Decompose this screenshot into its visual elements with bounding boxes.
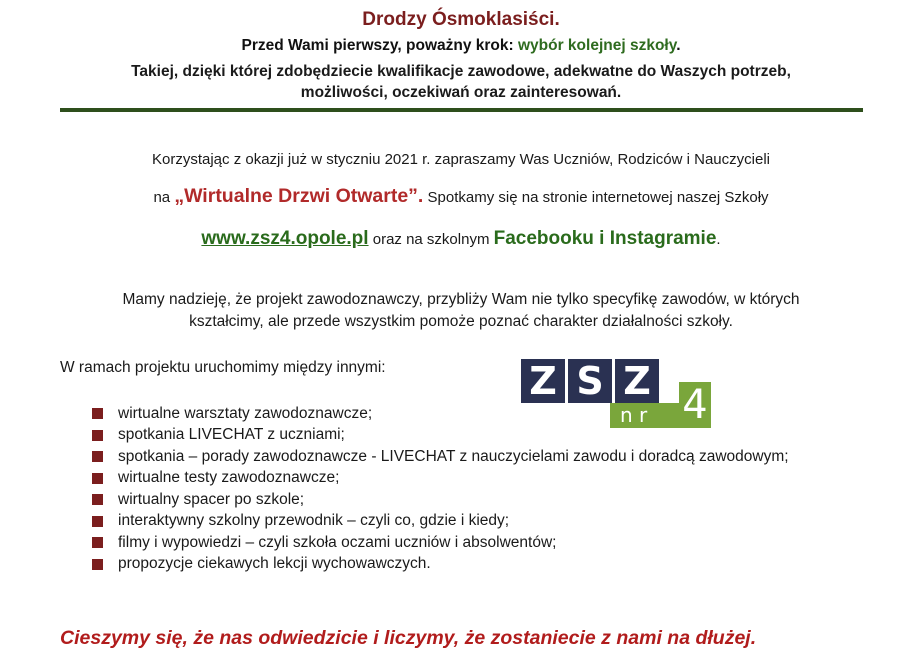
invitation-line-3	[0, 228, 922, 250]
intro-highlight: wybór kolejnej szkoły	[517, 37, 677, 54]
invitation-line-2-suffix: Spotkamy się na stronie internetowej naszej Szkoły	[423, 189, 769, 206]
invitation-line-2	[0, 185, 922, 208]
invitation-line-3-middle: oraz na szkolnym	[368, 231, 494, 248]
logo-letter: Z	[615, 359, 659, 403]
intro-line-3: możliwości, oczekiwań oraz zainteresowań.	[300, 84, 622, 101]
intro-line-1-prefix: Przed Wami pierwszy, poważny krok:	[241, 37, 518, 54]
bullet-square-icon	[92, 473, 103, 484]
bullet-square-icon	[92, 516, 103, 527]
list-item	[92, 468, 789, 490]
logo-letter: S	[568, 359, 612, 403]
bullet-square-icon	[92, 451, 103, 462]
list-item-text: filmy i wypowiedzi – czyli szkoła oczami uczniów i absolwentów;	[118, 533, 557, 551]
list-item	[92, 425, 789, 447]
bullet-square-icon	[92, 494, 103, 505]
closing-message: Cieszymy się, że nas odwiedzicie i liczymy, że zostaniecie z nami na dłużej.	[60, 627, 757, 649]
social-media-text: Facebooku i Instagramie	[493, 228, 717, 249]
event-name: „Wirtualne Drzwi Otwarte”.	[174, 185, 424, 207]
list-item-text: propozycje ciekawych lekcji wychowawczych.	[118, 555, 431, 573]
list-item-text: spotkania LIVECHAT z uczniami;	[118, 426, 345, 444]
logo-number: 4	[679, 382, 711, 428]
list-item-text: wirtualne warsztaty zawodoznawcze;	[118, 404, 373, 422]
logo-nr-text: n r	[620, 403, 648, 427]
bullet-square-icon	[92, 537, 103, 548]
list-item-text: interaktywny szkolny przewodnik – czyli co, gdzie i kiedy;	[118, 512, 510, 530]
website-link[interactable]: www.zsz4.opole.pl	[201, 228, 369, 249]
list-item-text: wirtualne testy zawodoznawcze;	[118, 469, 340, 487]
list-item	[92, 532, 789, 554]
list-item-text: spotkania – porady zawodoznawcze - LIVECHAT z nauczycielami zawodu i doradcą zawodowym;	[118, 447, 789, 465]
list-item	[92, 403, 789, 425]
list-item	[92, 446, 789, 468]
intro-line-1	[0, 37, 922, 55]
list-item	[92, 554, 789, 576]
list-intro: W ramach projektu uruchomimy między innymi:	[60, 359, 386, 376]
project-list	[92, 403, 789, 575]
invitation-line-1: Korzystając z okazji już w styczniu 2021 r. zapraszamy Was Uczniów, Rodziców i Nauczycieli	[152, 151, 770, 168]
hope-line-1: Mamy nadzieję, że projekt zawodoznawczy, przybliży Wam nie tylko specyfikę zawodów, w których	[122, 291, 800, 308]
hope-line-2: kształcimy, ale przede wszystkim pomoże poznać charakter działalności szkoły.	[189, 313, 733, 330]
invitation-line-3-suffix: .	[716, 231, 721, 248]
header-divider	[60, 108, 863, 112]
intro-line-1-suffix: .	[676, 37, 681, 54]
bullet-square-icon	[92, 430, 103, 441]
bullet-square-icon	[92, 408, 103, 419]
list-item-text: wirtualny spacer po szkole;	[118, 490, 305, 508]
intro-line-2: Takiej, dzięki której zdobędziecie kwalifikacje zawodowe, adekwatne do Waszych potrzeb,	[131, 63, 791, 80]
invitation-line-2-prefix: na	[153, 189, 175, 206]
list-item	[92, 511, 789, 533]
list-item	[92, 489, 789, 511]
page-title: Drodzy Ósmoklasiści.	[362, 9, 560, 30]
logo-letter: Z	[521, 359, 565, 403]
bullet-square-icon	[92, 559, 103, 570]
